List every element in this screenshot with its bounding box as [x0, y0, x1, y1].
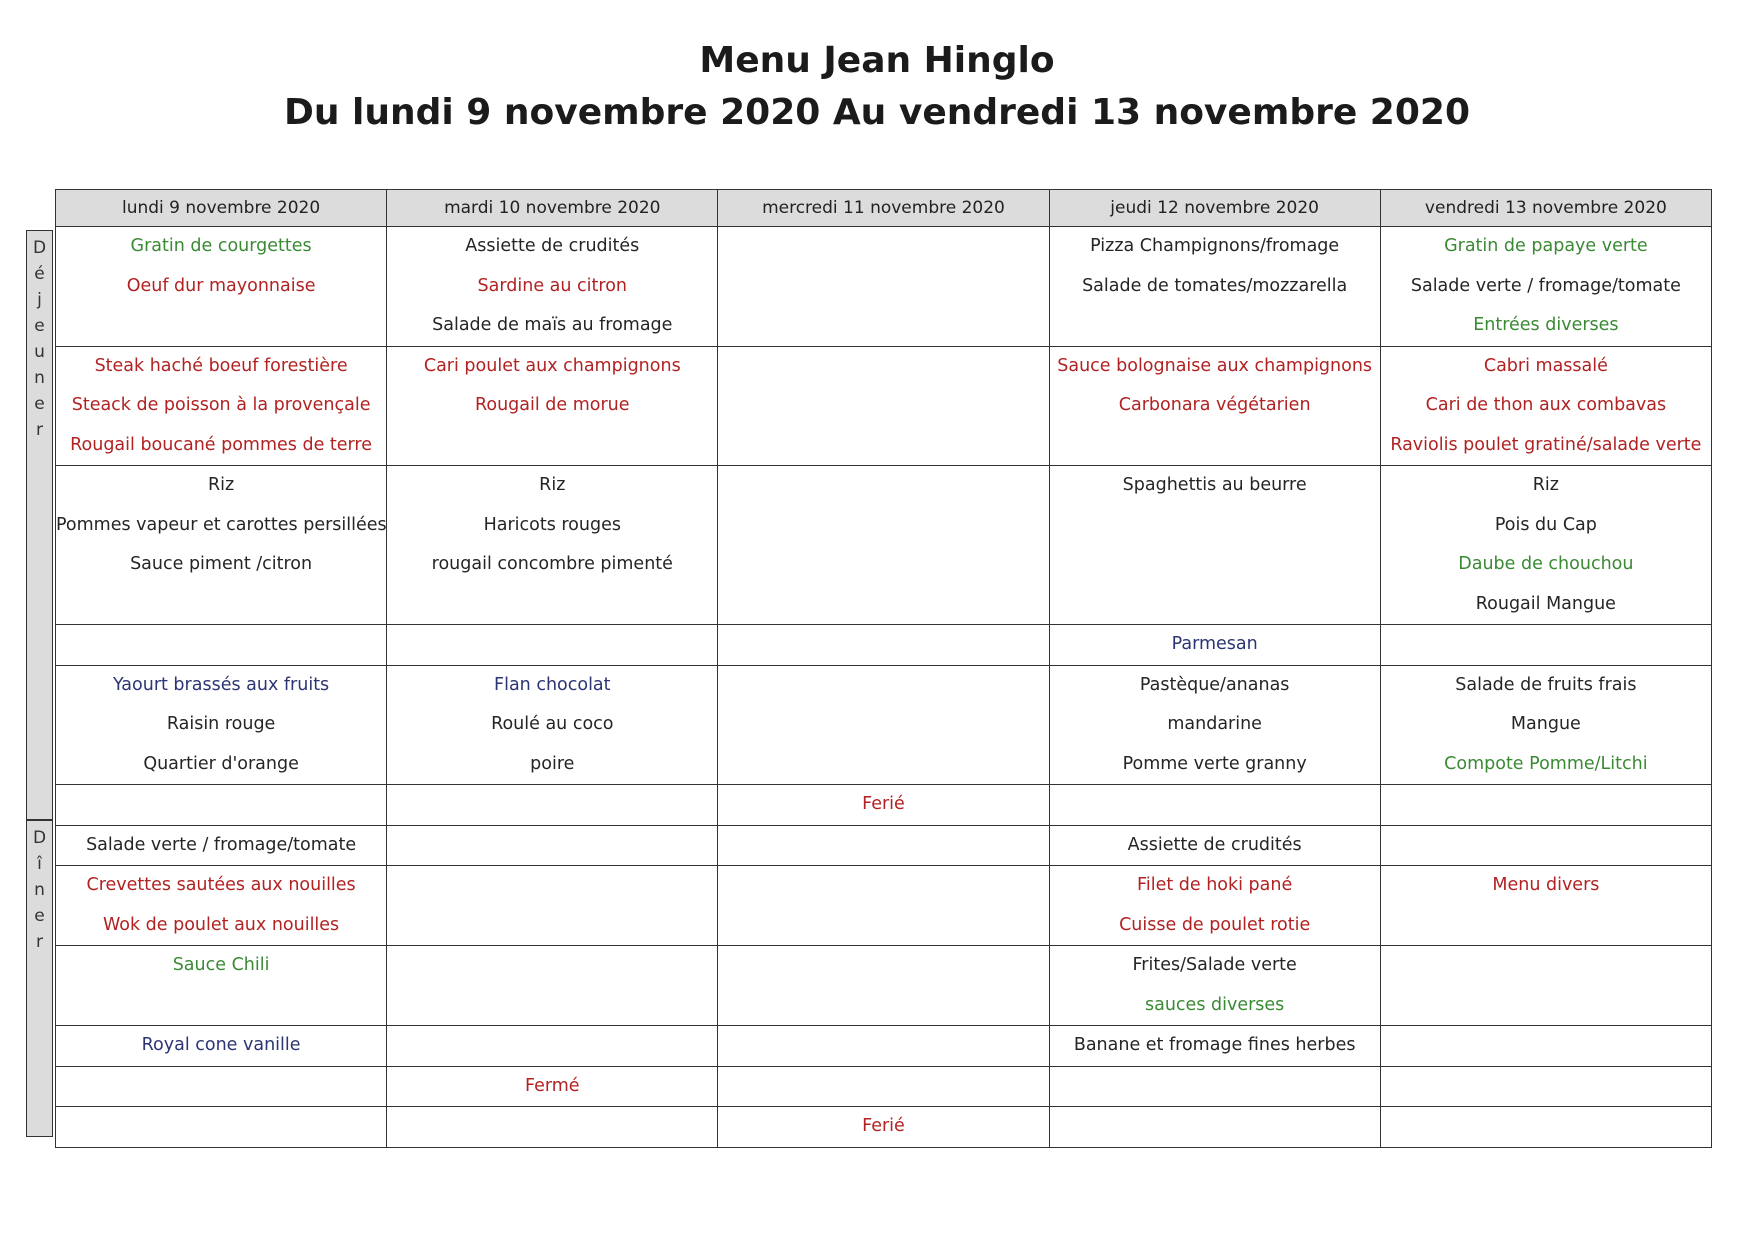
menu-cell — [56, 866, 387, 946]
menu-item: Steak haché boeuf forestière — [94, 355, 348, 376]
menu-item: Pastèque/ananas — [1139, 674, 1290, 695]
menu-row — [56, 866, 1712, 946]
menu-cell — [1380, 466, 1711, 625]
empty-slot — [718, 585, 1048, 625]
empty-slot — [387, 426, 717, 466]
menu-cell — [718, 665, 1049, 785]
menu-cell — [387, 346, 718, 466]
menu-cell — [387, 866, 718, 946]
empty-slot — [387, 625, 717, 665]
empty-slot — [718, 1067, 1048, 1107]
empty-slot — [1381, 1107, 1711, 1147]
empty-slot — [387, 826, 717, 866]
menu-item: Parmesan — [1171, 634, 1258, 654]
section-letter: n — [34, 880, 45, 900]
menu-cell — [387, 785, 718, 826]
menu-cell — [1380, 665, 1711, 785]
menu-cell — [1049, 346, 1380, 466]
empty-slot — [718, 267, 1048, 307]
empty-slot — [718, 1026, 1048, 1066]
menu-item: Ferié — [862, 794, 905, 814]
empty-slot — [718, 745, 1048, 785]
empty-slot — [718, 625, 1048, 665]
empty-slot — [718, 705, 1048, 745]
empty-slot — [718, 386, 1048, 426]
menu-cell — [718, 227, 1049, 347]
menu-cell — [56, 825, 387, 866]
menu-cell — [387, 825, 718, 866]
menu-item: Cari de thon aux combavas — [1425, 395, 1667, 415]
day-header: mercredi 11 novembre 2020 — [718, 190, 1049, 227]
menu-cell — [1380, 227, 1711, 347]
menu-cell — [56, 1026, 387, 1067]
menu-item: Pizza Champignons/fromage — [1090, 236, 1340, 256]
menu-cell — [56, 466, 387, 625]
section-letter: D — [32, 828, 47, 848]
menu-item: Yaourt brassés aux fruits — [113, 674, 330, 695]
menu-item: Cabri massalé — [1483, 355, 1608, 376]
empty-slot — [718, 227, 1048, 267]
menu-cell — [1049, 825, 1380, 866]
section-letter: e — [34, 316, 45, 336]
menu-row — [56, 625, 1712, 666]
page-subtitle: Du lundi 9 novembre 2020 Au vendredi 13 novembre 2020 — [284, 92, 1470, 133]
menu-cell — [1380, 346, 1711, 466]
empty-slot — [387, 986, 717, 1026]
empty-slot — [387, 785, 717, 825]
empty-slot — [718, 426, 1048, 466]
section-letter: u — [34, 342, 45, 362]
menu-item: Spaghettis au beurre — [1122, 475, 1307, 495]
section-letter: r — [36, 932, 43, 952]
menu-item: Flan chocolat — [494, 674, 611, 695]
empty-slot — [387, 1026, 717, 1066]
empty-slot — [718, 826, 1048, 866]
menu-table — [55, 189, 1712, 1148]
menu-item: Rougail Mangue — [1475, 593, 1616, 614]
menu-cell — [1049, 466, 1380, 625]
menu-item: Carbonara végétarien — [1118, 395, 1311, 415]
empty-slot — [718, 986, 1048, 1026]
menu-cell — [387, 665, 718, 785]
menu-item: rougail concombre pimenté — [431, 554, 673, 574]
empty-slot — [1050, 585, 1380, 625]
menu-item: mandarine — [1167, 714, 1262, 734]
menu-item: poire — [530, 753, 575, 774]
menu-item: Menu divers — [1492, 875, 1600, 895]
menu-cell — [718, 1026, 1049, 1067]
menu-cell — [387, 1107, 718, 1148]
empty-slot — [56, 1107, 386, 1147]
menu-cell — [718, 466, 1049, 625]
menu-cell — [1049, 1066, 1380, 1107]
empty-slot — [387, 906, 717, 946]
empty-slot — [1050, 1067, 1380, 1107]
menu-cell — [1380, 866, 1711, 946]
menu-cell — [1049, 227, 1380, 347]
menu-cell — [56, 946, 387, 1026]
menu-row — [56, 1107, 1712, 1148]
menu-item: Salade verte / fromage/tomate — [86, 834, 357, 855]
menu-cell — [718, 785, 1049, 826]
empty-slot — [1050, 545, 1380, 585]
empty-slot — [718, 506, 1048, 546]
menu-cell — [718, 1066, 1049, 1107]
menu-item: Cari poulet aux champignons — [423, 355, 681, 376]
menu-cell — [1049, 866, 1380, 946]
section-letter: r — [36, 420, 43, 440]
menu-row — [56, 227, 1712, 347]
menu-cell — [56, 1066, 387, 1107]
section-letter: j — [37, 290, 42, 310]
menu-item: Compote Pomme/Litchi — [1444, 753, 1648, 774]
menu-cell — [1380, 1026, 1711, 1067]
menu-item: sauces diverses — [1145, 994, 1285, 1015]
menu-item: Raisin rouge — [166, 714, 276, 734]
empty-slot — [718, 946, 1048, 986]
menu-item: Banane et fromage fines herbes — [1073, 1035, 1356, 1055]
day-header: vendredi 13 novembre 2020 — [1380, 190, 1711, 227]
empty-slot — [387, 946, 717, 986]
menu-item: Pommes vapeur et carottes persillées — [56, 514, 387, 535]
menu-item: Riz — [207, 475, 235, 495]
menu-cell — [387, 946, 718, 1026]
menu-cell — [1380, 946, 1711, 1026]
menu-item: Salade de tomates/mozzarella — [1082, 275, 1348, 296]
empty-slot — [1381, 625, 1711, 665]
empty-slot — [1381, 1067, 1711, 1107]
menu-cell — [1049, 625, 1380, 666]
menu-item: Frites/Salade verte — [1132, 955, 1297, 975]
menu-item: Entrées diverses — [1473, 315, 1619, 335]
section-letter: é — [34, 264, 45, 284]
day-header: mardi 10 novembre 2020 — [387, 190, 718, 227]
menu-cell — [1049, 946, 1380, 1026]
section-letter: î — [37, 854, 42, 874]
menu-row — [56, 785, 1712, 826]
menu-row — [56, 346, 1712, 466]
menu-item: Rougail boucané pommes de terre — [70, 434, 373, 455]
menu-cell — [718, 1107, 1049, 1148]
page-title: Menu Jean Hinglo — [699, 40, 1055, 81]
menu-item: Oeuf dur mayonnaise — [126, 275, 316, 296]
section-letter: e — [34, 906, 45, 926]
menu-item: Quartier d'orange — [143, 753, 299, 774]
menu-cell — [1380, 625, 1711, 666]
menu-item: Wok de poulet aux nouilles — [103, 914, 340, 935]
menu-item: Royal cone vanille — [141, 1035, 301, 1055]
menu-cell — [56, 1107, 387, 1148]
menu-row — [56, 946, 1712, 1026]
menu-row — [56, 825, 1712, 866]
menu-cell — [718, 625, 1049, 666]
menu-cell — [1380, 1066, 1711, 1107]
empty-slot — [1050, 506, 1380, 546]
menu-body — [56, 227, 1712, 1148]
menu-cell — [718, 946, 1049, 1026]
empty-slot — [718, 545, 1048, 585]
empty-slot — [1381, 1026, 1711, 1066]
menu-item: Gratin de papaye verte — [1444, 236, 1648, 256]
empty-slot — [718, 466, 1048, 506]
empty-slot — [1381, 986, 1711, 1026]
menu-item: Salade de fruits frais — [1455, 674, 1637, 695]
empty-slot — [1381, 826, 1711, 866]
empty-slot — [718, 866, 1048, 906]
menu-cell — [387, 625, 718, 666]
menu-item: Rougail de morue — [475, 395, 630, 415]
empty-slot — [1050, 1107, 1380, 1147]
menu-item: Pois du Cap — [1494, 514, 1597, 535]
empty-slot — [1050, 426, 1380, 466]
menu-item: Riz — [1532, 475, 1559, 495]
menu-cell — [387, 227, 718, 347]
menu-cell — [56, 346, 387, 466]
empty-slot — [387, 866, 717, 906]
section-label-dejeuner — [26, 230, 53, 820]
menu-cell — [718, 866, 1049, 946]
menu-item: Ferié — [862, 1116, 905, 1136]
menu-item: Gratin de courgettes — [130, 236, 312, 256]
menu-cell — [387, 466, 718, 625]
menu-cell — [56, 785, 387, 826]
menu-item: Sauce piment /citron — [130, 554, 313, 574]
menu-item: Sauce Chili — [172, 955, 270, 975]
menu-cell — [1380, 825, 1711, 866]
empty-slot — [1381, 906, 1711, 946]
empty-slot — [718, 347, 1048, 387]
menu-row — [56, 466, 1712, 625]
menu-cell — [1380, 785, 1711, 826]
menu-item: Salade de maïs au fromage — [432, 315, 673, 335]
empty-slot — [718, 906, 1048, 946]
menu-row — [56, 1026, 1712, 1067]
menu-cell — [1380, 1107, 1711, 1148]
day-header-row — [56, 190, 1712, 227]
menu-item: Pomme verte granny — [1122, 753, 1307, 774]
empty-slot — [56, 785, 386, 825]
empty-slot — [56, 1067, 386, 1107]
section-letter: n — [34, 368, 45, 388]
menu-item: Sardine au citron — [477, 275, 627, 296]
menu-cell — [1049, 1107, 1380, 1148]
menu-cell — [1049, 1026, 1380, 1067]
menu-item: Steack de poisson à la provençale — [71, 395, 371, 415]
day-header: lundi 9 novembre 2020 — [56, 190, 387, 227]
menu-cell — [718, 346, 1049, 466]
menu-item: Filet de hoki pané — [1137, 875, 1293, 895]
menu-item: Assiette de crudités — [465, 236, 640, 256]
section-letter: e — [34, 394, 45, 414]
empty-slot — [56, 585, 386, 625]
menu-item: Fermé — [524, 1075, 580, 1096]
menu-cell — [56, 625, 387, 666]
menu-cell — [56, 227, 387, 347]
empty-slot — [56, 625, 386, 665]
menu-cell — [1049, 665, 1380, 785]
empty-slot — [387, 585, 717, 625]
menu-item: Crevettes sautées aux nouilles — [86, 875, 356, 895]
menu-cell — [387, 1066, 718, 1107]
menu-item: Riz — [539, 475, 566, 495]
menu-cell — [56, 665, 387, 785]
menu-item: Sauce bolognaise aux champignons — [1057, 355, 1373, 376]
menu-cell — [387, 1026, 718, 1067]
menu-item: Cuisse de poulet rotie — [1119, 914, 1311, 935]
menu-grid — [55, 189, 1712, 1148]
day-header: jeudi 12 novembre 2020 — [1049, 190, 1380, 227]
empty-slot — [718, 306, 1048, 346]
menu-row — [56, 1066, 1712, 1107]
menu-row — [56, 665, 1712, 785]
menu-item: Assiette de crudités — [1127, 834, 1302, 855]
menu-cell — [718, 825, 1049, 866]
section-letter: D — [32, 238, 47, 258]
menu-item: Raviolis poulet gratiné/salade verte — [1390, 434, 1702, 455]
empty-slot — [718, 666, 1048, 706]
empty-slot — [56, 986, 386, 1026]
section-label-diner — [26, 820, 53, 1137]
empty-slot — [1381, 946, 1711, 986]
menu-item: Haricots rouges — [483, 514, 621, 535]
menu-item: Mangue — [1510, 714, 1581, 734]
empty-slot — [1050, 785, 1380, 825]
empty-slot — [56, 306, 386, 346]
empty-slot — [1050, 306, 1380, 346]
empty-slot — [1381, 785, 1711, 825]
menu-item: Salade verte / fromage/tomate — [1410, 275, 1681, 296]
menu-item: Daube de chouchou — [1458, 554, 1634, 574]
menu-cell — [1049, 785, 1380, 826]
empty-slot — [387, 1107, 717, 1147]
menu-item: Roulé au coco — [491, 714, 614, 734]
